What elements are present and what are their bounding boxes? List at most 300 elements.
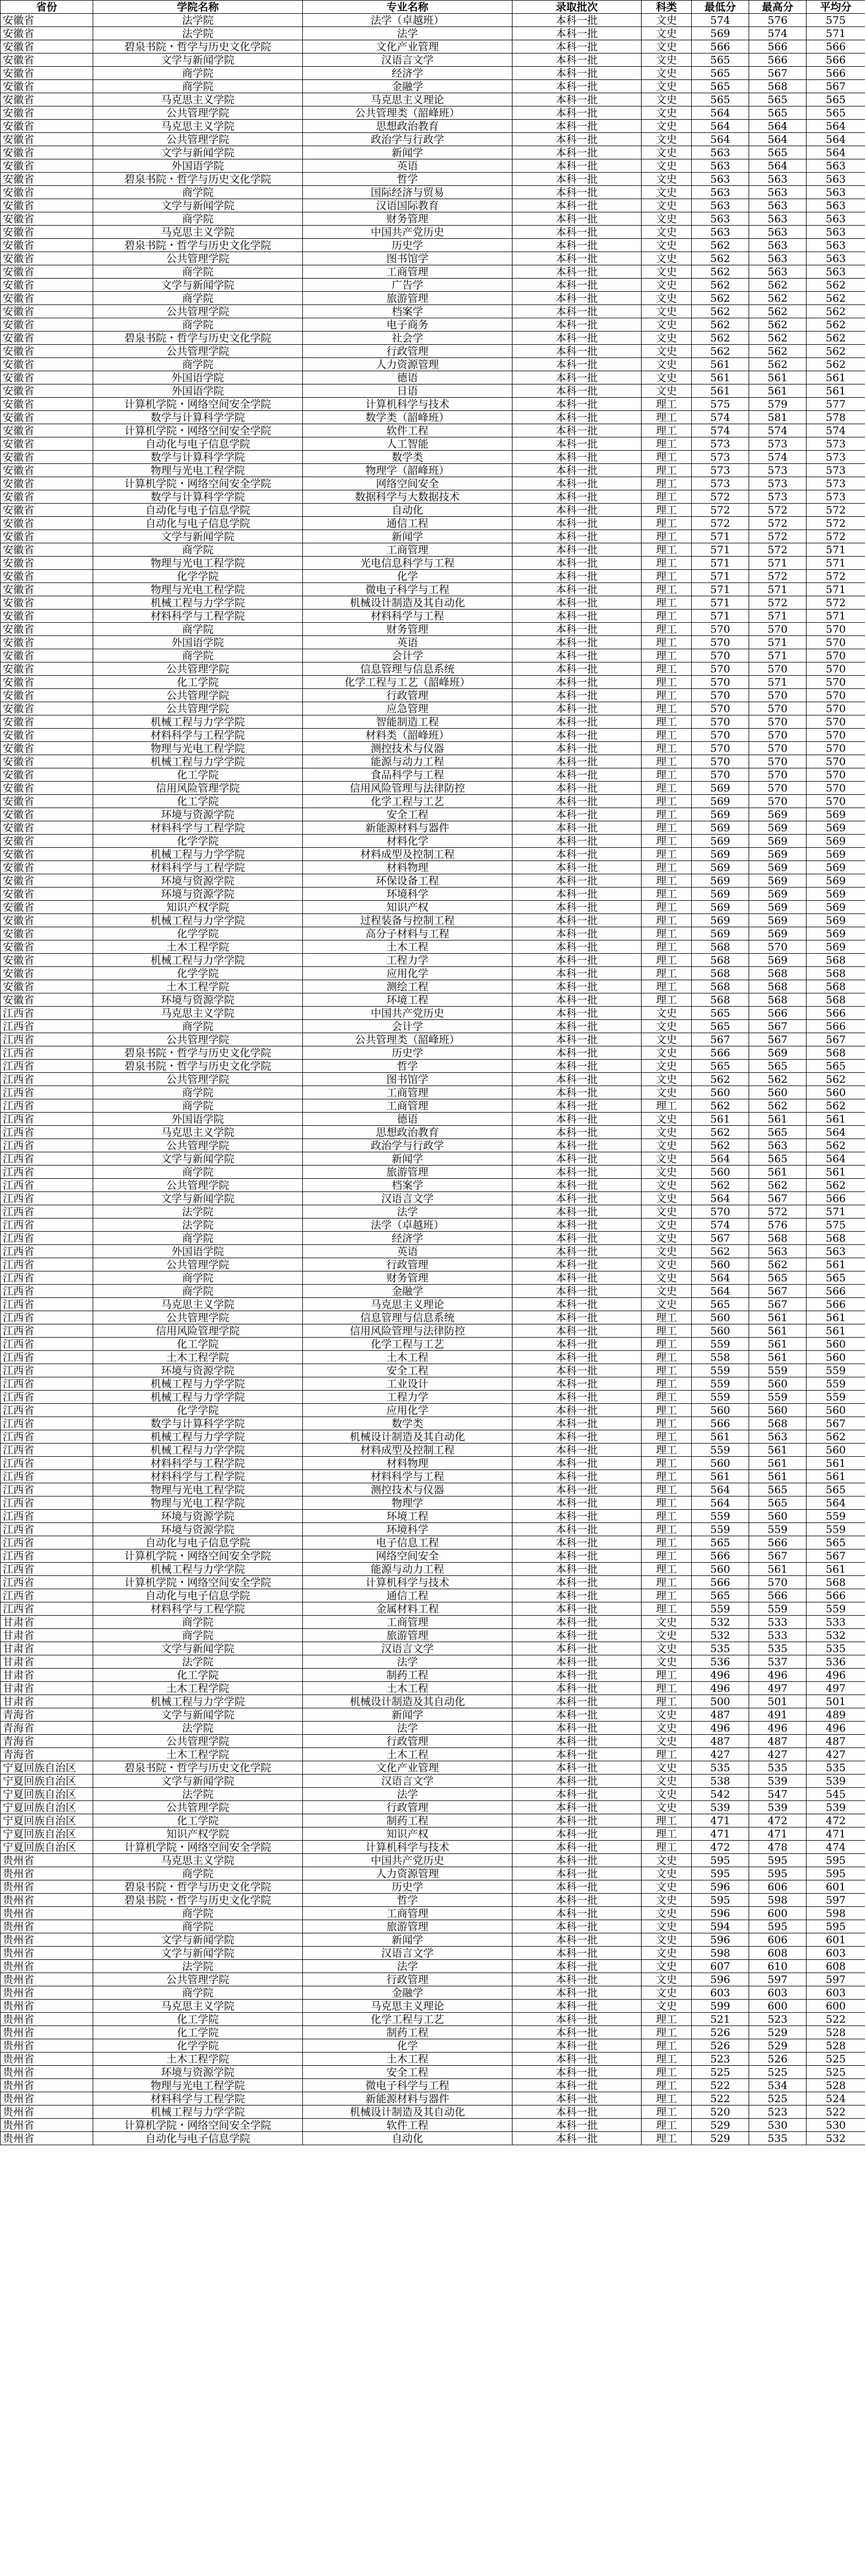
cell-major: 哲学 (303, 1894, 512, 1907)
cell-avg-score: 563 (807, 199, 865, 212)
cell-avg-score: 601 (807, 1880, 865, 1894)
cell-avg-score: 570 (807, 689, 865, 702)
cell-province: 安徽省 (1, 980, 93, 993)
cell-college: 法学院 (93, 1788, 303, 1801)
cell-batch: 本科一批 (512, 27, 642, 40)
cell-min-score: 565 (692, 1589, 749, 1602)
cell-college: 自动化与电子信息学院 (93, 2132, 303, 2145)
cell-max-score: 565 (749, 1060, 807, 1073)
cell-batch: 本科一批 (512, 742, 642, 755)
cell-min-score: 570 (692, 768, 749, 782)
cell-college: 公共管理学院 (93, 1139, 303, 1152)
cell-avg-score: 573 (807, 490, 865, 504)
cell-min-score: 564 (692, 1497, 749, 1510)
cell-province: 江西省 (1, 1113, 93, 1126)
cell-category: 文史 (642, 1020, 692, 1033)
cell-major: 英语 (303, 159, 512, 173)
cell-min-score: 568 (692, 993, 749, 1007)
cell-category: 理工 (642, 596, 692, 610)
cell-category: 理工 (642, 1549, 692, 1563)
cell-max-score: 608 (749, 1947, 807, 1960)
cell-college: 自动化与电子信息学院 (93, 437, 303, 451)
header-min-score: 最低分 (692, 1, 749, 14)
cell-avg-score: 571 (807, 27, 865, 40)
cell-avg-score: 561 (807, 1470, 865, 1483)
cell-category: 理工 (642, 1510, 692, 1523)
cell-max-score: 525 (749, 2092, 807, 2105)
cell-college: 数学与计算科学学院 (93, 490, 303, 504)
cell-min-score: 496 (692, 1682, 749, 1695)
cell-province: 江西省 (1, 1536, 93, 1549)
cell-avg-score: 601 (807, 1933, 865, 1947)
cell-min-score: 599 (692, 2000, 749, 2013)
table-row (1, 2013, 865, 2026)
cell-batch: 本科一批 (512, 265, 642, 279)
cell-avg-score: 472 (807, 1814, 865, 1827)
cell-min-score: 569 (692, 27, 749, 40)
cell-batch: 本科一批 (512, 14, 642, 27)
table-row (1, 358, 865, 371)
cell-major: 机械设计制造及其自动化 (303, 596, 512, 610)
cell-batch: 本科一批 (512, 1351, 642, 1364)
cell-min-score: 562 (692, 292, 749, 305)
cell-min-score: 569 (692, 835, 749, 848)
cell-batch: 本科一批 (512, 543, 642, 557)
cell-college: 计算机学院・网络空间安全学院 (93, 398, 303, 411)
cell-batch: 本科一批 (512, 411, 642, 424)
cell-min-score: 596 (692, 1880, 749, 1894)
cell-batch: 本科一批 (512, 332, 642, 345)
cell-max-score: 566 (749, 40, 807, 54)
cell-college: 自动化与电子信息学院 (93, 1536, 303, 1549)
cell-major: 计算机科学与技术 (303, 1841, 512, 1854)
cell-college: 物理与光电工程学院 (93, 1497, 303, 1510)
cell-category: 文史 (642, 384, 692, 398)
cell-min-score: 565 (692, 1536, 749, 1549)
cell-min-score: 570 (692, 729, 749, 742)
table-row (1, 1364, 865, 1377)
cell-major: 物理学 (303, 1497, 512, 1510)
cell-max-score: 563 (749, 186, 807, 199)
cell-major: 广告学 (303, 279, 512, 292)
cell-major: 历史学 (303, 239, 512, 252)
cell-major: 食品科学与工程 (303, 768, 512, 782)
cell-category: 理工 (642, 993, 692, 1007)
cell-major: 计算机科学与技术 (303, 398, 512, 411)
table-row (1, 1192, 865, 1205)
cell-max-score: 564 (749, 120, 807, 133)
table-row (1, 821, 865, 835)
cell-category: 文史 (642, 1271, 692, 1285)
cell-avg-score: 560 (807, 1404, 865, 1417)
cell-max-score: 571 (749, 583, 807, 596)
cell-max-score: 574 (749, 27, 807, 40)
cell-batch: 本科一批 (512, 1258, 642, 1271)
cell-batch: 本科一批 (512, 1166, 642, 1179)
cell-avg-score: 501 (807, 1695, 865, 1708)
cell-avg-score: 569 (807, 848, 865, 861)
cell-college: 外国语学院 (93, 1113, 303, 1126)
cell-category: 理工 (642, 861, 692, 874)
cell-max-score: 569 (749, 861, 807, 874)
cell-province: 安徽省 (1, 755, 93, 768)
cell-min-score: 595 (692, 1894, 749, 1907)
cell-max-score: 568 (749, 993, 807, 1007)
cell-province: 安徽省 (1, 729, 93, 742)
cell-category: 文史 (642, 1867, 692, 1880)
cell-major: 通信工程 (303, 517, 512, 530)
cell-max-score: 533 (749, 1629, 807, 1642)
cell-max-score: 572 (749, 504, 807, 517)
cell-max-score: 569 (749, 848, 807, 861)
table-row (1, 1497, 865, 1510)
cell-major: 应用化学 (303, 1404, 512, 1417)
cell-avg-score: 564 (807, 146, 865, 159)
cell-batch: 本科一批 (512, 993, 642, 1007)
cell-college: 公共管理学院 (93, 702, 303, 715)
cell-college: 外国语学院 (93, 384, 303, 398)
cell-province: 安徽省 (1, 437, 93, 451)
table-row (1, 689, 865, 702)
cell-category: 文史 (642, 1298, 692, 1311)
cell-batch: 本科一批 (512, 1973, 642, 1986)
table-row (1, 1748, 865, 1761)
cell-category: 理工 (642, 398, 692, 411)
cell-major: 马克思主义理论 (303, 93, 512, 106)
cell-major: 电子商务 (303, 318, 512, 332)
cell-avg-score: 559 (807, 1377, 865, 1391)
cell-province: 安徽省 (1, 212, 93, 226)
cell-avg-score: 569 (807, 874, 865, 888)
cell-batch: 本科一批 (512, 1920, 642, 1933)
cell-major: 工程力学 (303, 1391, 512, 1404)
cell-category: 文史 (642, 1708, 692, 1722)
cell-college: 机械工程与力学学院 (93, 1391, 303, 1404)
cell-batch: 本科一批 (512, 1616, 642, 1629)
cell-province: 安徽省 (1, 490, 93, 504)
cell-max-score: 529 (749, 2039, 807, 2053)
cell-max-score: 570 (749, 1576, 807, 1589)
table-row (1, 1563, 865, 1576)
cell-province: 甘肃省 (1, 1669, 93, 1682)
cell-major: 化学 (303, 2039, 512, 2053)
cell-batch: 本科一批 (512, 1933, 642, 1947)
cell-max-score: 563 (749, 173, 807, 186)
table-row (1, 451, 865, 464)
table-row (1, 1377, 865, 1391)
cell-major: 软件工程 (303, 424, 512, 437)
cell-avg-score: 569 (807, 861, 865, 874)
cell-province: 江西省 (1, 1271, 93, 1285)
cell-major: 化学 (303, 570, 512, 583)
cell-college: 计算机学院・网络空间安全学院 (93, 2119, 303, 2132)
cell-category: 理工 (642, 2013, 692, 2026)
cell-category: 文史 (642, 1947, 692, 1960)
table-row (1, 967, 865, 980)
cell-major: 信用风险管理与法律防控 (303, 1324, 512, 1338)
cell-province: 安徽省 (1, 146, 93, 159)
cell-province: 安徽省 (1, 173, 93, 186)
cell-college: 马克思主义学院 (93, 120, 303, 133)
cell-max-score: 491 (749, 1708, 807, 1722)
cell-province: 贵州省 (1, 2026, 93, 2039)
cell-avg-score: 570 (807, 662, 865, 676)
cell-major: 行政管理 (303, 689, 512, 702)
cell-avg-score: 545 (807, 1788, 865, 1801)
cell-major: 图书馆学 (303, 252, 512, 265)
cell-max-score: 595 (749, 1867, 807, 1880)
cell-max-score: 563 (749, 1430, 807, 1444)
cell-college: 化工学院 (93, 768, 303, 782)
cell-max-score: 570 (749, 742, 807, 755)
cell-category: 文史 (642, 1046, 692, 1060)
cell-max-score: 562 (749, 1258, 807, 1271)
table-row (1, 835, 865, 848)
cell-min-score: 559 (692, 1523, 749, 1536)
table-row (1, 1166, 865, 1179)
cell-max-score: 564 (749, 133, 807, 146)
cell-avg-score: 569 (807, 914, 865, 927)
cell-major: 通信工程 (303, 1589, 512, 1602)
cell-batch: 本科一批 (512, 1073, 642, 1086)
cell-batch: 本科一批 (512, 1602, 642, 1616)
cell-major: 材料类（韶峰班） (303, 729, 512, 742)
cell-college: 公共管理学院 (93, 662, 303, 676)
table-row (1, 2092, 865, 2105)
table-row (1, 1033, 865, 1046)
cell-province: 安徽省 (1, 411, 93, 424)
cell-batch: 本科一批 (512, 1179, 642, 1192)
cell-batch: 本科一批 (512, 1086, 642, 1099)
cell-batch: 本科一批 (512, 239, 642, 252)
cell-major: 中国共产党历史 (303, 1007, 512, 1020)
cell-min-score: 574 (692, 424, 749, 437)
cell-max-score: 562 (749, 1179, 807, 1192)
cell-province: 安徽省 (1, 583, 93, 596)
cell-province: 江西省 (1, 1232, 93, 1245)
cell-min-score: 574 (692, 1218, 749, 1232)
cell-min-score: 566 (692, 1549, 749, 1563)
cell-college: 文学与新闻学院 (93, 1152, 303, 1166)
cell-min-score: 569 (692, 821, 749, 835)
table-row (1, 199, 865, 212)
table-row (1, 1179, 865, 1192)
table-row (1, 543, 865, 557)
cell-max-score: 563 (749, 252, 807, 265)
cell-category: 理工 (642, 530, 692, 543)
cell-category: 理工 (642, 1841, 692, 1854)
cell-major: 汉语国际教育 (303, 199, 512, 212)
table-row (1, 1245, 865, 1258)
cell-max-score: 571 (749, 610, 807, 623)
table-row (1, 1113, 865, 1126)
cell-province: 安徽省 (1, 371, 93, 384)
cell-max-score: 478 (749, 1841, 807, 1854)
cell-major: 马克思主义理论 (303, 1298, 512, 1311)
cell-avg-score: 603 (807, 1986, 865, 2000)
cell-max-score: 573 (749, 490, 807, 504)
cell-max-score: 569 (749, 954, 807, 967)
cell-min-score: 569 (692, 861, 749, 874)
cell-category: 理工 (642, 424, 692, 437)
cell-avg-score: 569 (807, 940, 865, 954)
cell-major: 应用化学 (303, 967, 512, 980)
table-row (1, 1920, 865, 1933)
table-row (1, 1761, 865, 1775)
cell-min-score: 571 (692, 557, 749, 570)
table-row (1, 715, 865, 729)
cell-max-score: 571 (749, 557, 807, 570)
cell-batch: 本科一批 (512, 1417, 642, 1430)
cell-college: 自动化与电子信息学院 (93, 517, 303, 530)
cell-category: 文史 (642, 1205, 692, 1218)
cell-province: 青海省 (1, 1748, 93, 1761)
cell-major: 安全工程 (303, 808, 512, 821)
cell-max-score: 496 (749, 1669, 807, 1682)
cell-min-score: 569 (692, 874, 749, 888)
cell-province: 贵州省 (1, 2066, 93, 2079)
cell-province: 江西省 (1, 1483, 93, 1497)
cell-batch: 本科一批 (512, 517, 642, 530)
cell-batch: 本科一批 (512, 1430, 642, 1444)
cell-batch: 本科一批 (512, 1192, 642, 1205)
cell-min-score: 572 (692, 517, 749, 530)
cell-max-score: 565 (749, 1483, 807, 1497)
table-row (1, 1510, 865, 1523)
cell-major: 数学类 (303, 451, 512, 464)
table-row (1, 1629, 865, 1642)
table-row (1, 279, 865, 292)
cell-max-score: 562 (749, 279, 807, 292)
cell-min-score: 562 (692, 305, 749, 318)
cell-min-score: 529 (692, 2132, 749, 2145)
cell-province: 贵州省 (1, 1867, 93, 1880)
cell-batch: 本科一批 (512, 159, 642, 173)
cell-category: 文史 (642, 1285, 692, 1298)
cell-min-score: 567 (692, 1033, 749, 1046)
cell-province: 安徽省 (1, 861, 93, 874)
cell-college: 化学学院 (93, 967, 303, 980)
cell-min-score: 596 (692, 1933, 749, 1947)
table-row (1, 1894, 865, 1907)
cell-category: 理工 (642, 1589, 692, 1602)
cell-category: 文史 (642, 279, 692, 292)
cell-province: 江西省 (1, 1430, 93, 1444)
cell-category: 文史 (642, 1655, 692, 1669)
cell-min-score: 496 (692, 1722, 749, 1735)
cell-batch: 本科一批 (512, 424, 642, 437)
cell-min-score: 595 (692, 1854, 749, 1867)
cell-category: 理工 (642, 1669, 692, 1682)
cell-major: 人力资源管理 (303, 1867, 512, 1880)
cell-max-score: 570 (749, 782, 807, 795)
cell-avg-score: 573 (807, 477, 865, 490)
table-row (1, 1060, 865, 1073)
cell-batch: 本科一批 (512, 1007, 642, 1020)
cell-category: 理工 (642, 451, 692, 464)
table-row (1, 424, 865, 437)
cell-avg-score: 532 (807, 1629, 865, 1642)
cell-province: 安徽省 (1, 636, 93, 649)
cell-province: 江西省 (1, 1258, 93, 1271)
cell-major: 经济学 (303, 67, 512, 80)
cell-category: 文史 (642, 1152, 692, 1166)
cell-major: 数学类（韶峰班） (303, 411, 512, 424)
cell-category: 理工 (642, 636, 692, 649)
cell-category: 理工 (642, 715, 692, 729)
cell-batch: 本科一批 (512, 755, 642, 768)
cell-batch: 本科一批 (512, 1536, 642, 1549)
cell-avg-score: 597 (807, 1973, 865, 1986)
cell-min-score: 571 (692, 583, 749, 596)
cell-college: 公共管理学院 (93, 1179, 303, 1192)
cell-batch: 本科一批 (512, 888, 642, 901)
cell-major: 法学 (303, 1205, 512, 1218)
cell-min-score: 565 (692, 67, 749, 80)
cell-province: 贵州省 (1, 2053, 93, 2066)
cell-major: 测绘工程 (303, 980, 512, 993)
cell-batch: 本科一批 (512, 1404, 642, 1417)
cell-major: 金融学 (303, 1285, 512, 1298)
cell-max-score: 570 (749, 795, 807, 808)
cell-batch: 本科一批 (512, 623, 642, 636)
cell-avg-score: 571 (807, 543, 865, 557)
cell-province: 安徽省 (1, 676, 93, 689)
table-row (1, 2039, 865, 2053)
cell-college: 物理与光电工程学院 (93, 557, 303, 570)
cell-avg-score: 595 (807, 1920, 865, 1933)
cell-max-score: 572 (749, 543, 807, 557)
cell-province: 安徽省 (1, 649, 93, 662)
cell-max-score: 568 (749, 80, 807, 93)
cell-min-score: 573 (692, 451, 749, 464)
cell-college: 商学院 (93, 1907, 303, 1920)
cell-major: 新闻学 (303, 1152, 512, 1166)
cell-avg-score: 563 (807, 239, 865, 252)
cell-max-score: 472 (749, 1814, 807, 1827)
cell-category: 文史 (642, 252, 692, 265)
cell-batch: 本科一批 (512, 1139, 642, 1152)
cell-major: 金融学 (303, 1986, 512, 2000)
cell-max-score: 570 (749, 768, 807, 782)
cell-avg-score: 565 (807, 1536, 865, 1549)
cell-avg-score: 562 (807, 1430, 865, 1444)
cell-max-score: 563 (749, 212, 807, 226)
cell-max-score: 547 (749, 1788, 807, 1801)
cell-category: 理工 (642, 1311, 692, 1324)
cell-major: 测控技术与仪器 (303, 742, 512, 755)
table-row (1, 1126, 865, 1139)
cell-category: 文史 (642, 1933, 692, 1947)
cell-province: 安徽省 (1, 888, 93, 901)
cell-batch: 本科一批 (512, 226, 642, 239)
cell-college: 公共管理学院 (93, 1973, 303, 1986)
table-row (1, 676, 865, 689)
cell-min-score: 569 (692, 808, 749, 821)
cell-college: 机械工程与力学学院 (93, 755, 303, 768)
table-row (1, 1298, 865, 1311)
cell-college: 公共管理学院 (93, 1258, 303, 1271)
cell-category: 理工 (642, 967, 692, 980)
cell-avg-score: 533 (807, 1616, 865, 1629)
cell-province: 安徽省 (1, 967, 93, 980)
table-row (1, 1801, 865, 1814)
cell-batch: 本科一批 (512, 1801, 642, 1814)
cell-batch: 本科一批 (512, 173, 642, 186)
table-row (1, 927, 865, 940)
cell-college: 计算机学院・网络空间安全学院 (93, 424, 303, 437)
cell-avg-score: 563 (807, 186, 865, 199)
